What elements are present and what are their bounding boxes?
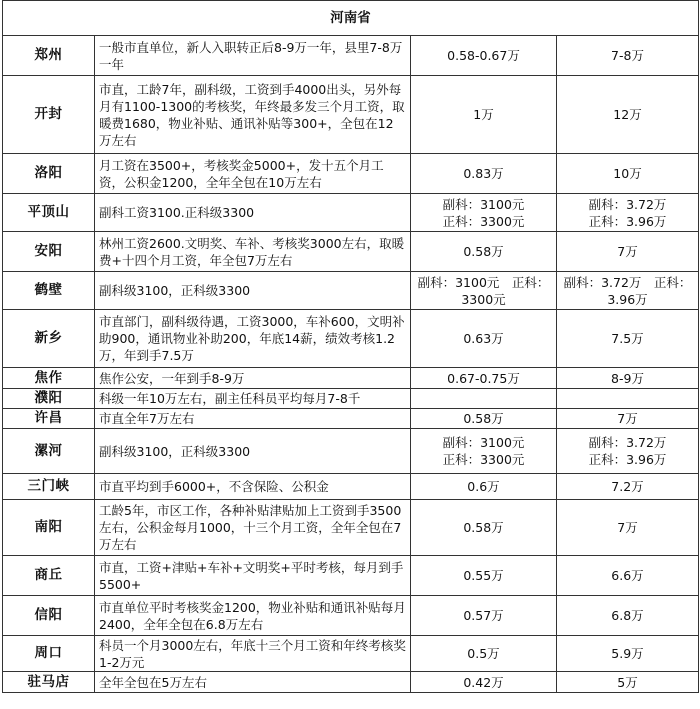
table-row <box>3 556 699 596</box>
table-header-row <box>3 1 699 36</box>
description-cell: 一般市直单位，新人入职转正后8-9万一年，县里7-8万一年 <box>95 36 411 76</box>
monthly-salary-cell: 1万 <box>411 76 557 154</box>
table-row <box>3 272 699 310</box>
description-cell: 副科工资3100.正科级3300 <box>95 194 411 232</box>
annual-salary-cell: 7-8万 <box>557 36 699 76</box>
table-row <box>3 232 699 272</box>
description-cell: 副科级3100，正科级3300 <box>95 429 411 474</box>
monthly-salary-cell: 0.58万 <box>411 232 557 272</box>
city-cell: 商丘 <box>3 556 95 596</box>
annual-salary-cell: 12万 <box>557 76 699 154</box>
annual-salary-cell: 7.2万 <box>557 474 699 500</box>
description-cell: 市直单位平时考核奖金1200，物业补贴和通讯补贴每月2400，全年全包在6.8万左右 <box>95 596 411 636</box>
monthly-salary-cell: 副科：3100元 正科：3300元 <box>411 429 557 474</box>
monthly-salary-cell: 0.57万 <box>411 596 557 636</box>
city-cell: 安阳 <box>3 232 95 272</box>
table-row <box>3 194 699 232</box>
annual-salary-cell: 8-9万 <box>557 368 699 389</box>
table-row <box>3 429 699 474</box>
table-row <box>3 500 699 556</box>
annual-salary-cell: 副科：3.72万 正科：3.96万 <box>557 194 699 232</box>
monthly-salary-cell: 0.5万 <box>411 636 557 672</box>
salary-table-container <box>2 0 698 693</box>
monthly-salary-cell: 0.55万 <box>411 556 557 596</box>
table-row <box>3 76 699 154</box>
monthly-salary-cell: 0.6万 <box>411 474 557 500</box>
city-cell: 新乡 <box>3 310 95 368</box>
description-cell: 科级一年10万左右，副主任科员平均每月7-8千 <box>95 389 411 409</box>
table-row <box>3 154 699 194</box>
city-cell: 漯河 <box>3 429 95 474</box>
annual-salary-cell: 5.9万 <box>557 636 699 672</box>
annual-salary-cell: 7.5万 <box>557 310 699 368</box>
city-cell: 驻马店 <box>3 672 95 693</box>
henan-salary-table <box>2 0 699 693</box>
annual-salary-cell: 6.6万 <box>557 556 699 596</box>
monthly-salary-cell: 0.58-0.67万 <box>411 36 557 76</box>
table-title: 河南省 <box>3 1 699 36</box>
city-cell: 三门峡 <box>3 474 95 500</box>
annual-salary-cell: 7万 <box>557 409 699 429</box>
description-cell: 月工资在3500+，考核奖金5000+，发十五个月工资，公积金1200，全年全包在10万左右 <box>95 154 411 194</box>
annual-salary-cell: 7万 <box>557 232 699 272</box>
city-cell: 信阳 <box>3 596 95 636</box>
annual-salary-cell: 5万 <box>557 672 699 693</box>
table-row <box>3 36 699 76</box>
city-cell: 许昌 <box>3 409 95 429</box>
city-cell: 鹤壁 <box>3 272 95 310</box>
monthly-salary-cell: 0.67-0.75万 <box>411 368 557 389</box>
annual-salary-cell: 副科：3.72万 正科：3.96万 <box>557 429 699 474</box>
description-cell: 全年全包在5万左右 <box>95 672 411 693</box>
description-cell: 市直，工资+津贴+车补+文明奖+平时考核，每月到手5500+ <box>95 556 411 596</box>
table-row <box>3 389 699 409</box>
city-cell: 平顶山 <box>3 194 95 232</box>
description-cell: 市直部门，副科级待遇，工资3000，车补600，文明补助900，通讯物业补助200，年底14薪，绩效考核1.2万，年到手7.5万 <box>95 310 411 368</box>
description-cell: 科员一个月3000左右，年底十三个月工资和年终考核奖1-2万元 <box>95 636 411 672</box>
table-row <box>3 636 699 672</box>
monthly-salary-cell: 0.63万 <box>411 310 557 368</box>
city-cell: 郑州 <box>3 36 95 76</box>
table-row <box>3 409 699 429</box>
monthly-salary-cell: 0.83万 <box>411 154 557 194</box>
city-cell: 南阳 <box>3 500 95 556</box>
description-cell: 林州工资2600.文明奖、车补、考核奖3000左右，取暖费+十四个月工资，年全包7万左右 <box>95 232 411 272</box>
monthly-salary-cell <box>411 389 557 409</box>
annual-salary-cell <box>557 389 699 409</box>
table-body <box>3 36 699 693</box>
table-row <box>3 368 699 389</box>
table-row <box>3 672 699 693</box>
table-row <box>3 310 699 368</box>
description-cell: 焦作公安，一年到手8-9万 <box>95 368 411 389</box>
description-cell: 市直全年7万左右 <box>95 409 411 429</box>
table-row <box>3 474 699 500</box>
annual-salary-cell: 10万 <box>557 154 699 194</box>
table-row <box>3 596 699 636</box>
city-cell: 周口 <box>3 636 95 672</box>
city-cell: 濮阳 <box>3 389 95 409</box>
city-cell: 开封 <box>3 76 95 154</box>
description-cell: 工龄5年，市区工作，各种补贴津贴加上工资到手3500左右，公积金每月1000，十三个月工资，全年全包在7万左右 <box>95 500 411 556</box>
city-cell: 焦作 <box>3 368 95 389</box>
annual-salary-cell: 副科：3.72万 正科：3.96万 <box>557 272 699 310</box>
monthly-salary-cell: 0.58万 <box>411 500 557 556</box>
monthly-salary-cell: 副科：3100元 正科：3300元 <box>411 194 557 232</box>
monthly-salary-cell: 0.58万 <box>411 409 557 429</box>
city-cell: 洛阳 <box>3 154 95 194</box>
description-cell: 市直平均到手6000+，不含保险、公积金 <box>95 474 411 500</box>
description-cell: 市直，工龄7年，副科级，工资到手4000出头，另外每月有1100-1300的考核奖，年终最多发三个月工资，取暖费1680，物业补贴、通讯补贴等300+，全包在12万左右 <box>95 76 411 154</box>
annual-salary-cell: 6.8万 <box>557 596 699 636</box>
annual-salary-cell: 7万 <box>557 500 699 556</box>
monthly-salary-cell: 副科：3100元 正科：3300元 <box>411 272 557 310</box>
monthly-salary-cell: 0.42万 <box>411 672 557 693</box>
description-cell: 副科级3100，正科级3300 <box>95 272 411 310</box>
